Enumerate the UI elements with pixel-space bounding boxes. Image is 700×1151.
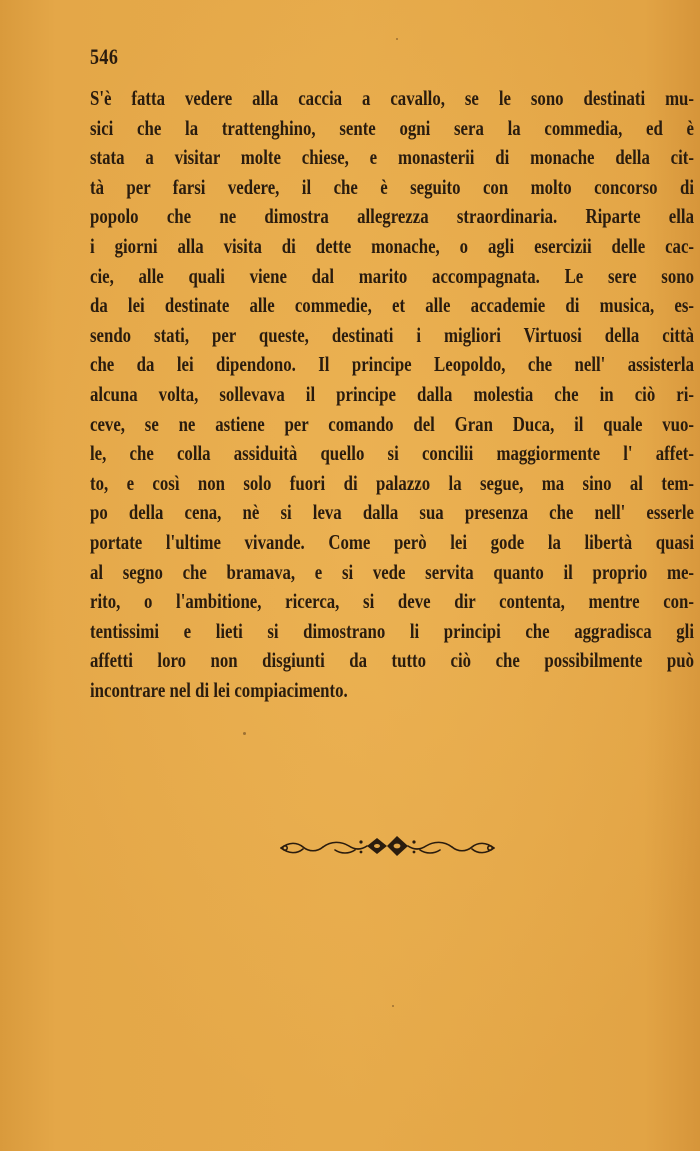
paper-speck [243,732,246,735]
text-line-last: incontrare nel di lei compiacimento. [90,677,348,702]
text-line: affetti loro non disgiunti da tutto ciò che possibilmente può [90,648,694,673]
text-line: stata a visitar molte chiese, e monasterii di monache della cit- [90,145,694,170]
text-line: rito, o l'ambitione, ricerca, si deve dir contenta, mentre con- [90,589,694,614]
text-line: che da lei dipendono. Il principe Leopoldo, che nell' assisterla [90,352,694,377]
text-line: popolo che ne dimostra allegrezza straordinaria. Riparte ella [90,204,694,229]
text-line: tà per farsi vedere, il che è seguito con molto concorso di [90,174,694,199]
text-line: alcuna volta, sollevava il principe dalla molestia che in ciò ri- [90,381,694,406]
text-line: po della cena, nè si leva dalla sua presenza che nell' esserle [90,500,694,525]
text-line: le, che colla assiduità quello si concilii maggiormente l' affet- [90,441,694,466]
body-text [90,84,694,705]
text-line: sendo stati, per queste, destinati i migliori Virtuosi della città [90,322,694,347]
text-line: sici che la trattenghino, sente ogni sera la commedia, ed è [90,115,694,140]
paper-speck [392,1005,394,1007]
paper-speck [396,38,398,40]
text-line: al segno che bramava, e si vede servita quanto il proprio me- [90,559,694,584]
page-number: 546 [90,44,119,69]
fleuron-ornament-icon [275,832,500,862]
text-line: tentissimi e lieti si dimostrano li principi che aggradisca gli [90,618,694,643]
text-line: i giorni alla visita di dette monache, o agli esercizii delle cac- [90,233,694,258]
text-line: portate l'ultime vivande. Come però lei gode la libertà quasi [90,529,694,554]
text-line: to, e così non solo fuori di palazzo la segue, ma sino al tem- [90,470,694,495]
text-line: S'è fatta vedere alla caccia a cavallo, se le sono destinati mu- [90,86,694,110]
text-line: da lei destinate alle commedie, et alle accademie di musica, es- [90,293,694,318]
text-line: ceve, se ne astiene per comando del Gran Duca, il quale vuo- [90,411,694,436]
text-line: cie, alle quali viene dal marito accompagnata. Le sere sono [90,263,694,288]
